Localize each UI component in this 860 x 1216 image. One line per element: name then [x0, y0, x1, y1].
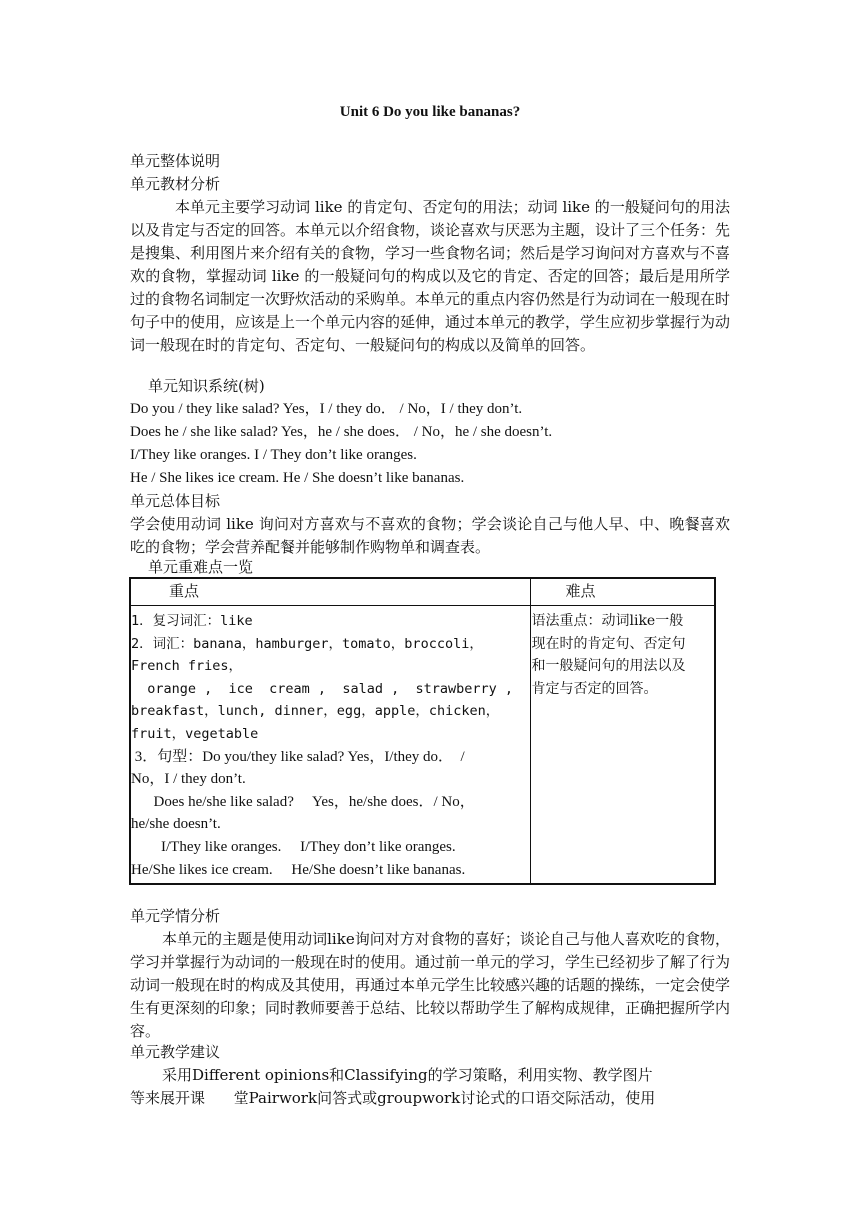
key-line: 1．复习词汇：like	[131, 613, 253, 629]
key-line: fruit，vegetable	[131, 725, 259, 742]
knowledge-line: Does he / she like salad? Yes，he / she does． / No，he / she doesn’t.	[130, 424, 553, 440]
knowledge-line: I/They like oranges. I / They don’t like oranges.	[130, 447, 417, 463]
knowledge-heading: 单元知识系统(树)	[148, 377, 265, 395]
difficult-line: 语法重点：动词like一般	[531, 613, 684, 629]
difficult-line: 和一般疑问句的用法以及	[531, 658, 686, 675]
key-points-heading: 单元重难点一览	[148, 558, 254, 576]
advice-line: 等来展开课 堂Pairwork问答式或groupwork讨论式的口语交际活动，使用	[130, 1089, 656, 1107]
table-header-row	[130, 578, 715, 606]
header-key-points: 重点	[130, 578, 531, 606]
header-difficult-points: 难点	[531, 578, 715, 606]
key-line: Does he/she like salad? Yes，he/she does．/ No，	[131, 793, 475, 810]
learning-heading: 单元学情分析	[130, 907, 221, 925]
key-line: he/she doesn’t.	[131, 816, 221, 833]
key-points-cell	[130, 606, 531, 885]
advice-heading: 单元教学建议	[130, 1043, 221, 1061]
difficult-line: 现在时的肯定句、否定句	[531, 635, 686, 652]
key-line: He/She likes ice cream. He/She doesn’t like bananas.	[131, 861, 466, 878]
knowledge-line: Do you / they like salad? Yes，I / they do． / No，I / they don’t.	[130, 401, 523, 417]
difficult-line: 肯定与否定的回答。	[531, 680, 658, 697]
knowledge-line: He / She likes ice cream. He / She doesn’t like bananas.	[130, 470, 465, 486]
key-line: I/They like oranges. I/They don’t like oranges.	[131, 838, 456, 855]
key-line: orange , ice cream , salad , strawberry ,	[131, 680, 514, 697]
key-line: 2．词汇：banana，hamburger，tomato，broccoli，	[131, 635, 483, 652]
key-difficult-table	[129, 577, 716, 885]
key-line: 3．句型：Do you/they like salad? Yes，I/they do． /	[131, 748, 465, 765]
goal-paragraph: 学会使用动词 like 询问对方喜欢与不喜欢的食物；学会谈论自己与他人早、中、晚餐喜欢吃的食物；学会营养配餐并能够制作购物单和调查表。	[130, 515, 730, 556]
analysis-paragraph: 本单元主要学习动词 like 的肯定句、否定句的用法；动词 like 的一般疑问句的用法以及肯定与否定的回答。本单元以介绍食物，谈论喜欢与厌恶为主题，设计了三个任务：先是搜集、利用图片来介绍有关的食物，学习一些食物名词；然后是学习询问对方喜欢与不喜欢的食物，掌握动词 like 的一般疑问句的构成以及它的肯定、否定的回答；最后是用所学过的食物名词制定一次野炊活动的采购单。本单元的重点内容仍然是行为动词在一般现在时句子中的使用，应该是上一个单元内容的延伸，通过本单元的教学，学生应初步掌握行为动词一般现在时的肯定句、否定句、一般疑问句的构成以及简单的回答。	[130, 198, 731, 354]
key-line: No，I / they don’t.	[131, 771, 246, 788]
document-title: Unit 6 Do you like bananas?	[339, 104, 521, 120]
learning-paragraph: 本单元的主题是使用动词like询问对方对食物的喜好；谈论自己与他人喜欢吃的食物，学习并掌握行为动词的一般现在时的使用。通过前一单元的学习，学生已经初步了解了行为动词一般现在时的构成及其使用，再通过本单元学生比较感兴趣的话题的操练，一定会使学生有更深刻的印象；同时教师要善于总结、比较以帮助学生了解构成规律，正确把握所学内容。	[130, 930, 731, 1040]
goal-heading: 单元总体目标	[130, 492, 221, 510]
table-row	[130, 606, 715, 885]
advice-line: 采用Different opinions和Classifying的学习策略，利用实物、教学图片	[162, 1066, 653, 1084]
analysis-heading: 单元教材分析	[130, 175, 221, 193]
difficult-points-cell	[531, 606, 715, 885]
key-line: breakfast，lunch, dinner，egg，apple，chicken，	[131, 703, 500, 720]
key-line: French fries，	[131, 658, 243, 675]
overview-heading: 单元整体说明	[130, 152, 221, 170]
